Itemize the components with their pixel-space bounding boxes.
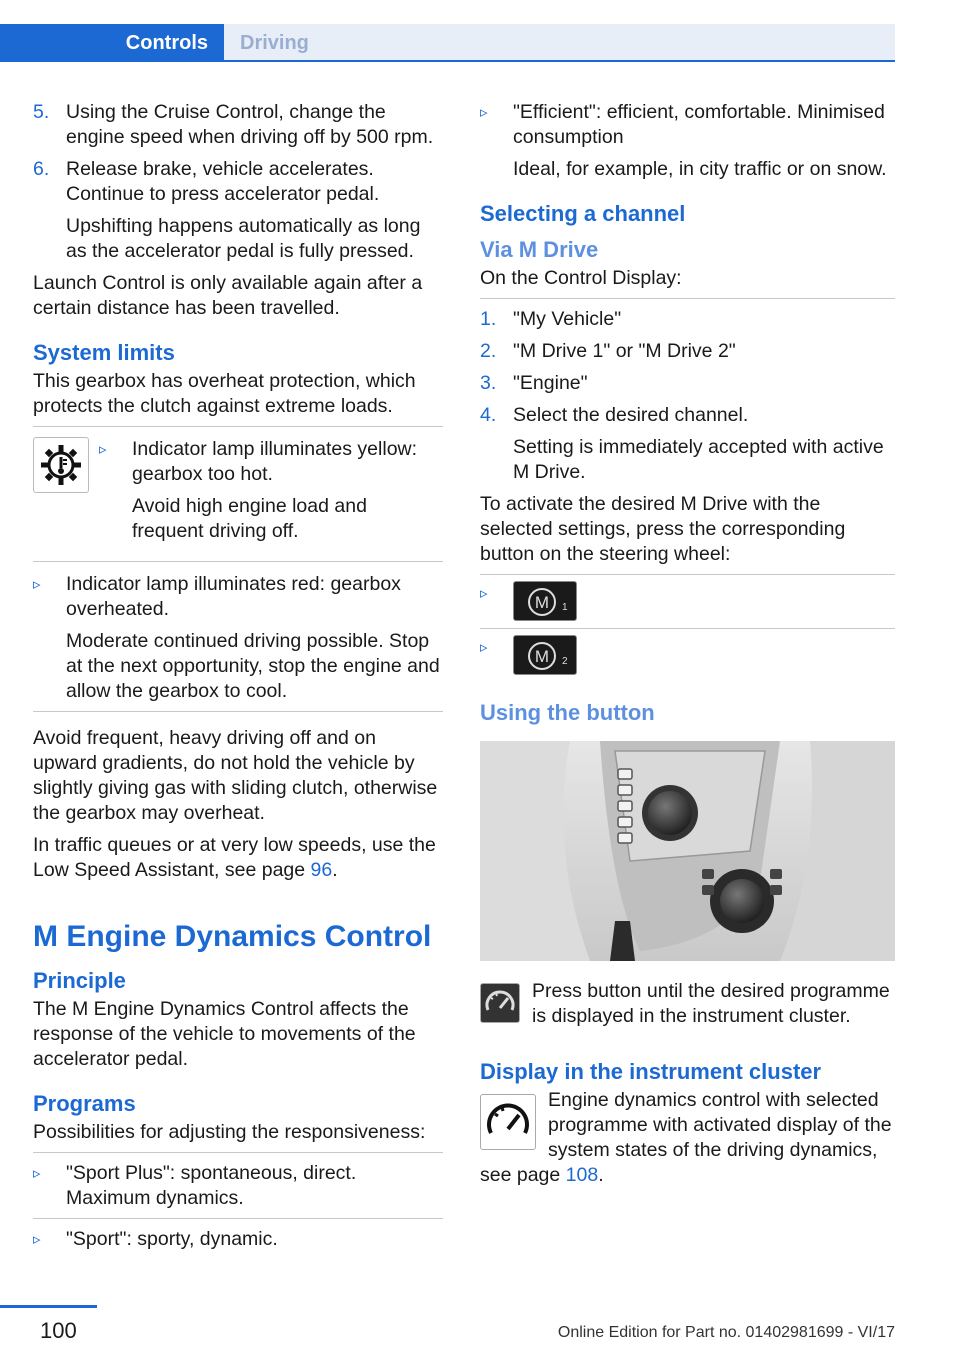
programs-text: Possibilities for adjusting the responsiveness: bbox=[33, 1121, 426, 1143]
heading-selecting-channel: Selecting a channel bbox=[480, 201, 686, 226]
list-item-step-3 bbox=[480, 371, 895, 396]
avoid-text: Avoid frequent, heavy driving off and on upward gradients, do not hold the vehicle by slightly giving gas with sliding clutch, otherwise the gearbox may overheat. bbox=[33, 727, 438, 824]
divider bbox=[480, 628, 895, 629]
m1-subscript: 1 bbox=[562, 602, 568, 613]
m1-button-icon bbox=[513, 581, 577, 621]
list-item-step-5 bbox=[33, 100, 443, 150]
step-text: Release brake, vehicle accelerates. Continue to press accelerator pedal. bbox=[66, 158, 380, 205]
on-control-display: On the Control Display: bbox=[480, 267, 682, 289]
bullet-marker: ▹ bbox=[33, 1165, 41, 1182]
list-item-sport-plus bbox=[33, 1161, 443, 1211]
step-number: 3. bbox=[480, 372, 497, 394]
step-text: Select the desired channel. bbox=[513, 404, 749, 426]
heading-programs: Programs bbox=[33, 1091, 136, 1116]
list-item-step-4 bbox=[480, 403, 895, 485]
traffic-text: In traffic queues or at very low speeds, use the Low Speed Assistant, see page 96. bbox=[33, 834, 436, 881]
divider bbox=[480, 574, 895, 575]
heading-m-engine-dynamics: M Engine Dynamics Control bbox=[33, 920, 432, 953]
tab-controls[interactable]: Controls bbox=[0, 24, 224, 62]
m2-button-icon bbox=[513, 635, 577, 675]
red-subtext: Moderate continued driving possible. Stop at the next opportunity, stop the engine and allow the gearbox to cool. bbox=[66, 630, 440, 702]
sport-text: "Sport": sporty, dynamic. bbox=[66, 1228, 278, 1250]
divider bbox=[33, 1218, 443, 1219]
list-item-yellow bbox=[99, 437, 443, 544]
page-header bbox=[0, 0, 895, 62]
system-limits-text: This gearbox has overheat protection, which protects the clutch against extreme loads. bbox=[33, 370, 416, 417]
bullet-marker: ▹ bbox=[480, 104, 488, 121]
press-button-block bbox=[480, 979, 895, 1036]
list-item-step-2 bbox=[480, 339, 895, 364]
bullet-marker: ▹ bbox=[99, 441, 107, 458]
yellow-text: Indicator lamp illuminates yellow: gearbox too hot. bbox=[132, 438, 418, 485]
footer-divider bbox=[0, 1305, 97, 1308]
list-item-step-6 bbox=[33, 157, 443, 264]
gearbox-temperature-icon bbox=[33, 437, 89, 493]
efficient-text: "Efficient": efficient, comfortable. Minimised consumption bbox=[513, 101, 885, 148]
edition-text: Online Edition for Part no. 01402981699 - VI/17 bbox=[557, 1324, 895, 1341]
display-block bbox=[480, 1088, 895, 1195]
step-subtext: Setting is immediately accepted with active M Drive. bbox=[513, 436, 884, 483]
heading-display-instrument-cluster: Display in the instrument cluster bbox=[480, 1059, 822, 1084]
display-text: Engine dynamics control with selected programme with activated display of the system states of the driving dynamics, see page 108. bbox=[480, 1089, 892, 1186]
tab-driving[interactable]: Driving bbox=[224, 24, 895, 62]
list-item-step-1 bbox=[480, 307, 895, 332]
red-text: Indicator lamp illuminates red: gearbox overheated. bbox=[66, 573, 401, 620]
m-letter: M bbox=[534, 593, 550, 612]
page-link-108[interactable]: 108 bbox=[565, 1164, 599, 1186]
heading-principle: Principle bbox=[33, 968, 126, 993]
principle-text: The M Engine Dynamics Control affects the response of the vehicle to movements of the accelerator pedal. bbox=[33, 998, 416, 1070]
divider bbox=[33, 1152, 443, 1153]
page-number: 100 bbox=[40, 1318, 77, 1343]
left-column bbox=[33, 100, 443, 1259]
warning-yellow-row bbox=[33, 437, 443, 551]
divider bbox=[33, 711, 443, 712]
heading-via-m-drive: Via M Drive bbox=[480, 237, 599, 262]
press-button-text: Press button until the desired programme is displayed in the instrument cluster. bbox=[532, 980, 890, 1027]
heading-using-the-button: Using the button bbox=[480, 700, 655, 725]
launch-note: Launch Control is only available again after a certain distance has been travelled. bbox=[33, 272, 423, 319]
bullet-marker: ▹ bbox=[33, 1231, 41, 1248]
list-item-efficient bbox=[480, 100, 895, 182]
step-number: 6. bbox=[33, 158, 50, 180]
page-link-96[interactable]: 96 bbox=[310, 859, 333, 881]
list-item-m2-button bbox=[480, 635, 895, 675]
step-text: "My Vehicle" bbox=[513, 308, 622, 330]
step-text: Using the Cruise Control, change the engine speed when driving off by 500 rpm. bbox=[66, 101, 434, 148]
activate-text: To activate the desired M Drive with the selected settings, press the corresponding button on the steering wheel: bbox=[480, 493, 846, 565]
list-item-m1-button bbox=[480, 581, 895, 621]
list-item-sport bbox=[33, 1227, 443, 1252]
step-number: 4. bbox=[480, 404, 497, 426]
m-letter: M bbox=[534, 647, 550, 666]
divider bbox=[33, 426, 443, 427]
step-number: 2. bbox=[480, 340, 497, 362]
sport-plus-text: "Sport Plus": spontaneous, direct. Maximum dynamics. bbox=[66, 1162, 357, 1209]
bullet-marker: ▹ bbox=[480, 585, 488, 602]
engine-dynamics-display-icon bbox=[480, 1094, 536, 1150]
step-text: "Engine" bbox=[513, 372, 588, 394]
list-item-red bbox=[33, 572, 443, 704]
heading-system-limits: System limits bbox=[33, 340, 175, 365]
step-number: 1. bbox=[480, 308, 497, 330]
right-column bbox=[480, 100, 895, 1195]
dynamics-button-icon bbox=[480, 983, 520, 1023]
divider bbox=[480, 298, 895, 299]
efficient-subtext: Ideal, for example, in city traffic or on snow. bbox=[513, 158, 887, 180]
step-number: 5. bbox=[33, 101, 50, 123]
header-divider bbox=[0, 60, 895, 62]
m2-subscript: 2 bbox=[562, 656, 568, 667]
bullet-marker: ▹ bbox=[33, 576, 41, 593]
step-subtext: Upshifting happens automatically as long as the accelerator pedal is fully pressed. bbox=[66, 215, 421, 262]
divider bbox=[33, 561, 443, 562]
step-text: "M Drive 1" or "M Drive 2" bbox=[513, 340, 736, 362]
yellow-subtext: Avoid high engine load and frequent driving off. bbox=[132, 495, 367, 542]
bullet-marker: ▹ bbox=[480, 639, 488, 656]
center-console-photo bbox=[480, 741, 895, 961]
